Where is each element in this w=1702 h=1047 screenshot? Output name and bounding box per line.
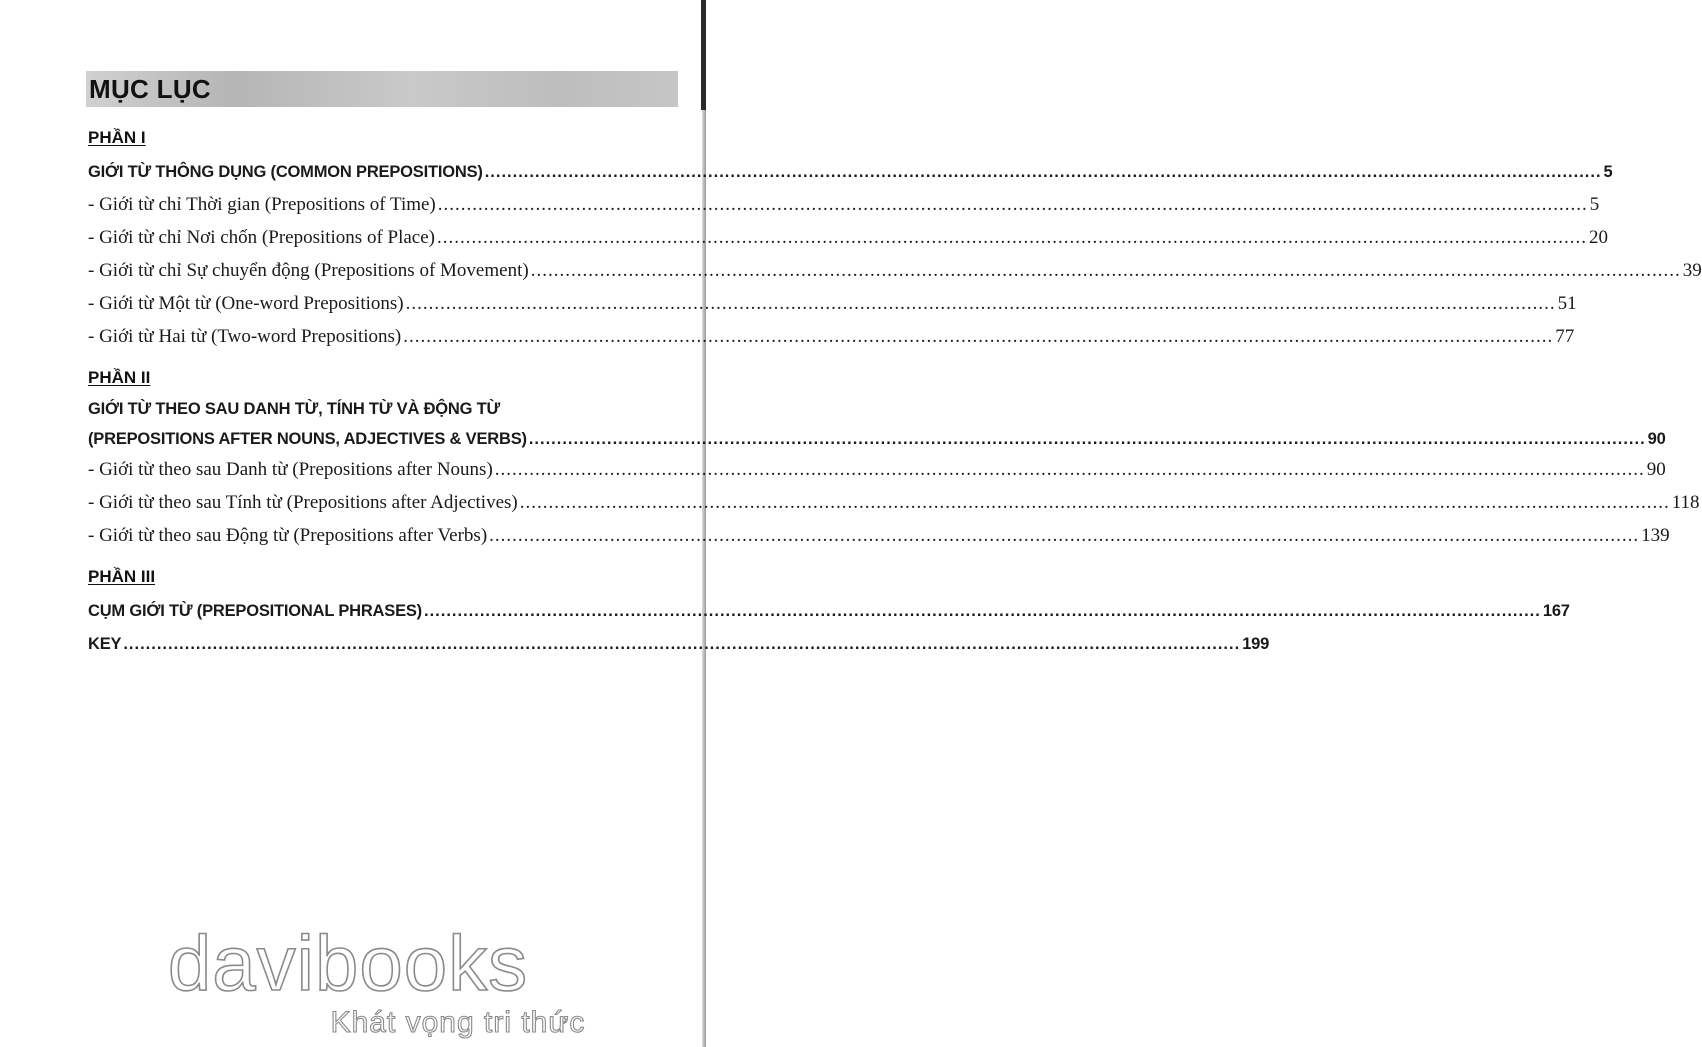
toc-entry[interactable] — [88, 226, 1609, 250]
toc-entry-page: 51 — [1557, 293, 1577, 314]
toc-entry-page: 39 — [1682, 260, 1702, 281]
part-2-label: PHẦN II — [88, 368, 151, 387]
logo-svg — [158, 918, 586, 1039]
toc-entry-page: 167 — [1542, 602, 1570, 620]
dot-leader — [529, 427, 1646, 451]
toc-entry-text: KEY — [88, 635, 122, 653]
toc-entry-page: 5 — [1589, 194, 1600, 215]
toc-entry-page: 90 — [1646, 459, 1666, 480]
toc-entry-page: 199 — [1242, 635, 1270, 653]
toc-entry-page: 5 — [1603, 163, 1613, 181]
page-edge-mark — [701, 0, 706, 110]
toc-entry-page: 118 — [1671, 492, 1700, 513]
dot-leader — [123, 632, 1240, 656]
toc-entry-text: GIỚI TỪ THÔNG DỤNG (COMMON PREPOSITIONS) — [88, 163, 483, 181]
dot-leader — [485, 160, 1602, 184]
toc-entry-text: - Giới từ Một từ (One-word Prepositions) — [88, 293, 404, 314]
toc-entry[interactable] — [88, 259, 1702, 283]
toc-entry-text: (PREPOSITIONS AFTER NOUNS, ADJECTIVES & VERBS) — [88, 430, 527, 448]
toc-entry[interactable] — [88, 292, 1577, 316]
page-title: MỤC LỤC — [89, 74, 211, 104]
toc-entry-page: 90 — [1647, 430, 1666, 448]
logo-tagline: Khát vọng tri thức — [330, 1006, 586, 1039]
dot-leader — [406, 292, 1556, 316]
dot-leader — [489, 524, 1639, 548]
part-2-heading-line1: GIỚI TỪ THEO SAU DANH TỪ, TÍNH TỪ VÀ ĐỘNG TỪ — [88, 400, 501, 418]
toc-entry[interactable] — [88, 458, 1666, 482]
part-3-label: PHẦN III — [88, 567, 156, 586]
toc-entry-part-3-heading[interactable] — [88, 599, 1570, 623]
logo-wordmark: davibooks — [167, 919, 529, 1007]
toc-entry-part-1-heading[interactable] — [88, 160, 1613, 184]
toc-entry[interactable] — [88, 193, 1600, 217]
toc-entry-page: 77 — [1555, 326, 1575, 347]
dot-leader — [438, 193, 1588, 217]
dot-leader — [403, 325, 1553, 349]
toc-entry-text: - Giới từ chỉ Sự chuyển động (Prepositions of Movement) — [88, 260, 529, 281]
toc-entry[interactable] — [88, 491, 1700, 515]
title-bar — [86, 71, 678, 107]
dot-leader — [424, 599, 1541, 623]
toc-entry-page: 20 — [1589, 227, 1609, 248]
toc-entry-page: 139 — [1641, 525, 1670, 546]
toc-entry-text: - Giới từ theo sau Tính từ (Prepositions after Adjectives) — [88, 492, 518, 513]
toc-entry[interactable] — [88, 524, 1670, 548]
toc-entry-text: - Giới từ theo sau Động từ (Prepositions after Verbs) — [88, 525, 488, 546]
toc-entry-part-2-heading[interactable] — [88, 427, 1666, 451]
toc-entry-text: - Giới từ Hai từ (Two-word Prepositions) — [88, 326, 402, 347]
toc-entry-text: - Giới từ chỉ Thời gian (Prepositions of Time) — [88, 194, 436, 215]
dot-leader — [437, 226, 1587, 250]
toc-entry[interactable] — [88, 325, 1575, 349]
toc-entry-text: - Giới từ theo sau Danh từ (Prepositions after Nouns) — [88, 459, 493, 480]
dot-leader — [531, 259, 1681, 283]
publisher-logo — [158, 918, 586, 1039]
dot-leader — [495, 458, 1645, 482]
toc-entry-key[interactable] — [88, 632, 1270, 656]
dot-leader — [520, 491, 1670, 515]
toc-entry-text: CỤM GIỚI TỪ (PREPOSITIONAL PHRASES) — [88, 602, 422, 620]
part-1-label: PHẦN I — [88, 128, 146, 147]
toc-entry-text: - Giới từ chỉ Nơi chốn (Prepositions of Place) — [88, 227, 436, 248]
